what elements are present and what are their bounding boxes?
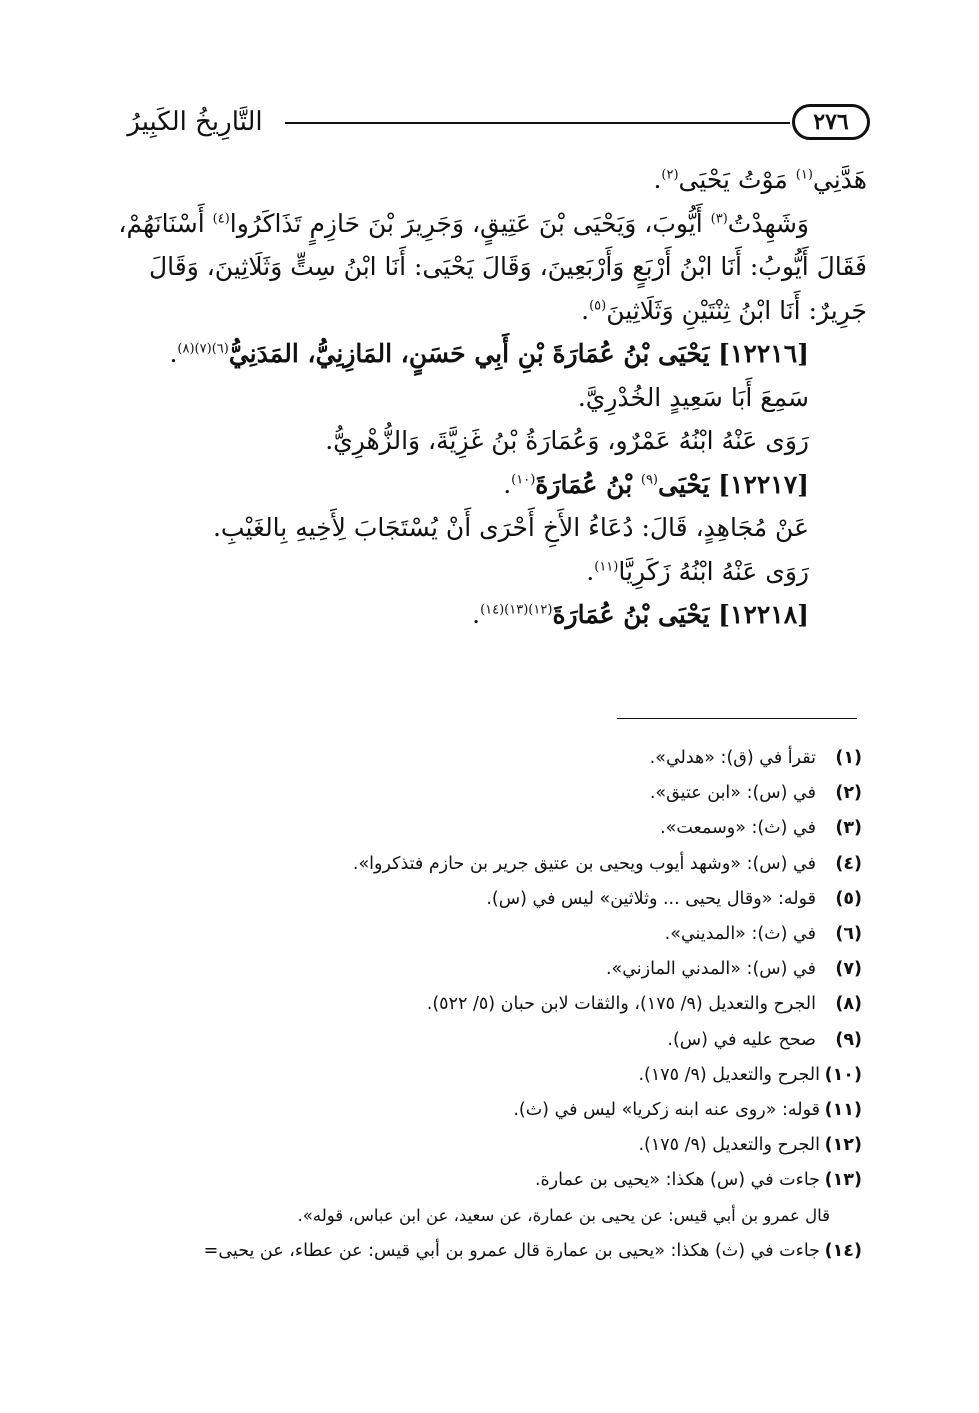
- text-line: جَرِيرٌ: أَنَا ابْنُ ثِنْتَيْنِ وَثَلَاثِينَ$^{(٥)}$.: [581, 295, 867, 325]
- footnote-marker: (٩): [640, 472, 658, 488]
- footnote-text: قوله: «وقال يحيى ... وثلاثين» ليس في (س).: [486, 888, 816, 909]
- footnote-item: [102, 917, 862, 952]
- footnote-number: (١٢): [824, 1135, 862, 1156]
- footnote-continuation: [102, 1198, 862, 1233]
- text-line: سَمِعَ أَبَا سَعِيدٍ الخُدْرِيَّ.: [577, 382, 809, 412]
- text-line: فَقَالَ أَيُّوبُ: أَنَا ابْنُ أَرْبَعٍ وَأَرْبَعِينَ، وَقَالَ يَحْيَى: أَنَا ابْنُ سِتٍّ وَثَلَاثِينَ، وَقَالَ: [148, 252, 867, 281]
- page-header: [110, 100, 870, 150]
- book-title: التَّارِيخُ الكَبِيرُ: [127, 107, 263, 137]
- text-line: عَنْ مُجَاهِدٍ، قَالَ: دُعَاءُ الأَخِ أَحْرَى أَنْ يُسْتَجَابَ لِأَخِيهِ بِالغَيْبِ.: [212, 513, 809, 542]
- footnote-number: (٧): [835, 959, 862, 980]
- footnote-text: الجرح والتعديل (٩/ ١٧٥).: [638, 1135, 820, 1156]
- footnote-number: (١٠): [824, 1064, 862, 1085]
- main-text: [115, 158, 867, 637]
- footnote-item: [102, 776, 862, 811]
- footnote-text: جاءت في (س) هكذا: «يحيى بن عمارة.: [534, 1170, 820, 1191]
- text-line: رَوَى عَنْهُ ابْنُهُ زَكَرِيَّا$^{(١١)}$.: [586, 556, 809, 586]
- footnote-number: (١١): [824, 1099, 862, 1120]
- footnote-text: في (ث): «وسمعت».: [660, 818, 816, 839]
- footnote-number: (٢): [835, 783, 862, 804]
- footnote-item: [102, 952, 862, 987]
- footnote-item: [102, 882, 862, 917]
- footnote-item: [102, 847, 862, 882]
- footnote-text: قوله: «روى عنه ابنه زكريا» ليس في (ث).: [513, 1099, 820, 1120]
- footnote-item: [102, 1058, 862, 1093]
- footnote-number: (٣): [835, 818, 862, 839]
- footnote-marker: (١٠): [511, 472, 536, 488]
- footnote-marker: (٥): [589, 298, 607, 314]
- text-line: وَشَهِدْتُ$^{(٣)}$ أَيُّوبَ، وَيَحْيَى بْنَ عَتِيقٍ، وَجَرِيرَ بْنَ حَازِمٍ تَذَاكَرُوا$^{(٤)}$ أَسْنَانَهُمْ،: [118, 208, 809, 238]
- footnote-text: صحح عليه في (س).: [667, 1029, 816, 1050]
- footnote-separator: [617, 718, 857, 719]
- footnote-text: جاءت في (ث) هكذا: «يحيى بن عمارة قال عمرو بن أبي قيس: عن عطاء، عن يحيى=: [203, 1240, 820, 1261]
- footnote-marker: (٣): [710, 211, 728, 227]
- footnotes: [102, 741, 862, 1269]
- entry-heading: [١٢٢١٧] يَحْيَى$^{(٩)}$ بْنُ عُمَارَةَ$^{(١٠)}$.: [503, 469, 809, 499]
- footnote-marker: (١١): [594, 559, 619, 575]
- footnote-item: [102, 1128, 862, 1163]
- footnote-marker: (٦)(٧)(٨): [177, 341, 229, 357]
- entry-heading: [١٢٢١٦] يَحْيَى بْنُ عُمَارَةَ بْنِ أَبِي حَسَنٍ، المَازِنِيُّ، المَدَنِيُّ$^{(٦)(٧)(٨)}$.: [169, 339, 809, 368]
- footnote-text: في (س): «ابن عتيق».: [649, 783, 816, 804]
- text-line: هَدَّنِي$^{(١)}$ مَوْتُ يَحْيَى$^{(٢)}$.: [653, 165, 867, 194]
- footnote-item: [102, 1023, 862, 1058]
- footnote-number: (٤): [835, 853, 862, 874]
- footnote-item: [102, 1163, 862, 1198]
- footnote-item: [102, 1234, 862, 1269]
- footnote-number: (١٤): [824, 1240, 862, 1261]
- footnote-item: [102, 987, 862, 1022]
- text-line: رَوَى عَنْهُ ابْنُهُ عَمْرٌو، وَعُمَارَةُ بْنُ غَزِيَّةَ، وَالزُّهْرِيُّ.: [325, 426, 809, 455]
- footnote-text: في (ث): «المديني».: [664, 923, 816, 944]
- footnote-text: في (س): «وشهد أيوب ويحيى بن عتيق جرير بن حازم فتذكروا».: [352, 853, 816, 874]
- entry-heading: [١٢٢١٨] يَحْيَى بْنُ عُمَارَةَ$^{(١٢)(١٣)(١٤)}$.: [472, 600, 809, 629]
- footnote-number: (٩): [835, 1029, 862, 1050]
- footnote-item: [102, 1093, 862, 1128]
- footnote-text: في (س): «المدني المازني».: [605, 959, 816, 980]
- footnote-number: (٥): [835, 888, 862, 909]
- footnote-number: (١٣): [824, 1170, 862, 1191]
- footnote-marker: (١): [795, 167, 813, 183]
- footnote-number: (٦): [835, 923, 862, 944]
- page-number: ٢٧٦: [792, 104, 870, 140]
- footnote-text: قال عمرو بن أبي قيس: عن يحيى بن عمارة، عن سعيد، عن ابن عباس، قوله».: [297, 1206, 830, 1226]
- footnote-text: الجرح والتعديل (٩/ ١٧٥)، والثقات لابن حبان (٥/ ٥٢٢).: [426, 994, 816, 1015]
- footnote-text: الجرح والتعديل (٩/ ١٧٥).: [638, 1064, 820, 1085]
- footnote-marker: (٤): [212, 211, 230, 227]
- footnote-number: (٨): [835, 994, 862, 1015]
- header-rule: [285, 122, 790, 124]
- footnote-marker: (١٢)(١٣)(١٤): [480, 602, 553, 618]
- footnote-number: (١): [835, 748, 862, 768]
- footnote-item: [102, 741, 862, 776]
- footnote-marker: (٢): [661, 167, 679, 183]
- footnote-text: تقرأ في (ق): «هدلي».: [649, 748, 816, 768]
- footnote-item: [102, 811, 862, 846]
